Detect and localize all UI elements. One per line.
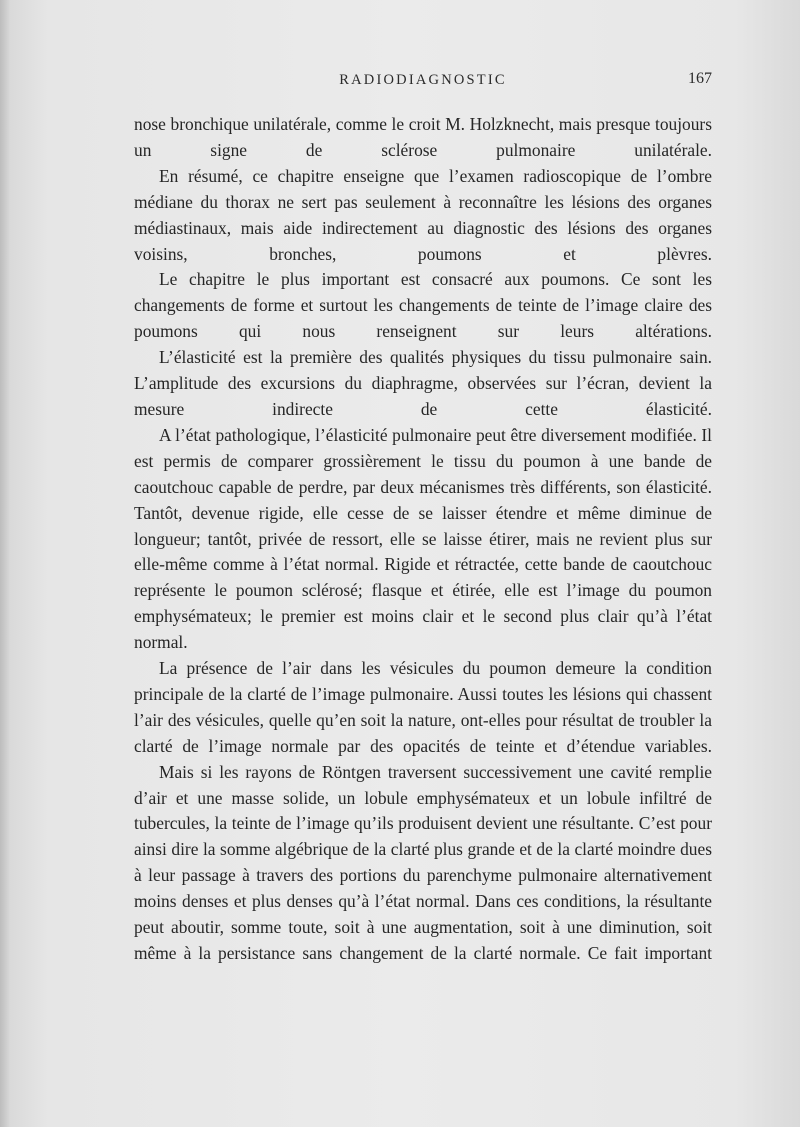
paragraph-summary: En résumé, ce chapitre enseigne que l’examen radioscopique de l’ombre médiane du thorax ne sert pas seulement à reconnaître les lésions des organes médiastinaux, mais aide indirectement au diagnostic des lésions des organes voisins, bronches, poumons et plèvres.: [134, 165, 712, 264]
paragraph-rontgen-rays: Mais si les rayons de Röntgen traversent successivement une cavité remplie d’air et une masse solide, un lobule emphysémateux et un lobule infiltré de tubercules, la teinte de l’image qu’ils produisent devient une résultante. C’est pour ainsi dire la somme algébrique de la clarté plus grande et de la clarté moindre dues à leur passage à travers des portions du parenchyme pulmonaire alternativement moins denses et plus denses qu’à l’état normal. Dans ces conditions, la résultante peut aboutir, somme toute, soit à une augmentation, soit à une diminution, soit même à la persistance sans changement de la clarté normale. Ce fait important: [134, 761, 712, 963]
body-text: [134, 112, 712, 967]
running-title: RADIODIAGNOSTIC: [339, 72, 507, 88]
paragraph-air-presence: La présence de l’air dans les vésicules du poumon demeure la condition principale de la clarté de l’image pulmonaire. Aussi toutes les lésions qui chassent l’air des vésicules, quelle qu’en soit la nature, ont-elles pour résultat de troubler la clarté de l’image normale par des opacités de teinte et d’étendue variables.: [134, 658, 712, 756]
page-number: 167: [688, 70, 712, 87]
spine-shadow: [0, 0, 10, 1127]
page-header: [134, 70, 712, 94]
paragraph-continuation: nose bronchique unilatérale, comme le croit M. Holzknecht, mais presque toujours un signe de sclérose pulmonaire unilatérale.: [134, 114, 712, 160]
paragraph-elasticity: L’élasticité est la première des qualités physiques du tissu pulmonaire sain. L’amplitude des excursions du diaphragme, observées sur l’écran, devient la mesure indirecte de cette élasticité.: [134, 347, 712, 419]
paragraph-pathology: A l’état pathologique, l’élasticité pulmonaire peut être diversement modifiée. Il est permis de comparer grossièrement le tissu du poumon à une bande de caoutchouc capable de perdre, par deux mécanismes très différents, son élasticité. Tantôt, devenue rigide, elle cesse de se laisser étendre et même diminue de longueur; tantôt, privée de ressort, elle se laisse étirer, mais ne revient plus sur elle-même comme à l’état normal. Rigide et rétractée, cette bande de caoutchouc représente le poumon sclérosé; flasque et étirée, elle est l’image du poumon emphysémateux; le premier est moins clair et le second plus clair qu’à l’état normal.: [134, 424, 712, 653]
paragraph-lungs: Le chapitre le plus important est consacré aux poumons. Ce sont les changements de forme et surtout les changements de teinte de l’image claire des poumons qui nous renseignent sur leurs altérations.: [134, 269, 712, 342]
